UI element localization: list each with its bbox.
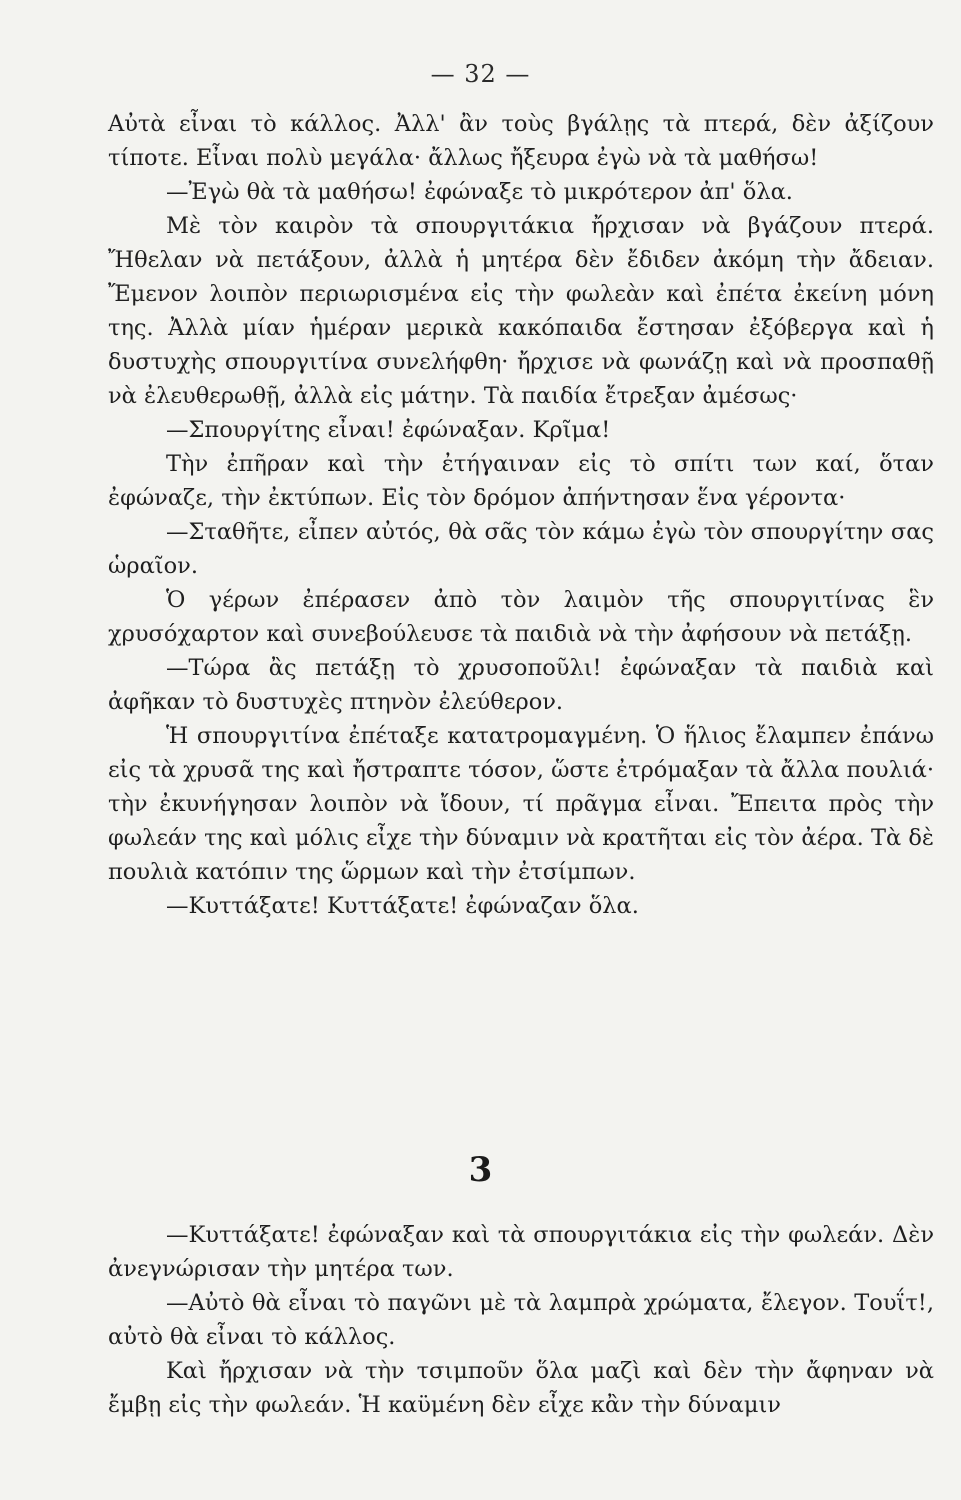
section-1-text	[108, 107, 934, 923]
paragraph: Καὶ ἤρχισαν νὰ τὴν τσιμποῦν ὅλα μαζὶ καὶ δὲν τὴν ἄφηναν νὰ ἔμβῃ εἰς τὴν φωλεάν. Ἡ καϋμένη δὲν εἶχε κἂν τὴν δύναμιν	[108, 1358, 934, 1418]
page-number: — 32 —	[430, 60, 531, 88]
paragraph: Αὐτὰ εἶναι τὸ κάλλος. Ἀλλ' ἂν τοὺς βγάλῃς τὰ πτερά, δὲν ἀξίζουν τίποτε. Εἶναι πολὺ μεγάλα· ἄλλως ἤξευρα ἐγὼ νὰ τὰ μαθήσω!	[108, 111, 934, 171]
paragraph: —Τώρα ἂς πετάξῃ τὸ χρυσοποῦλι! ἐφώναξαν τὰ παιδιὰ καὶ ἀφῆκαν τὸ δυστυχὲς πτηνὸν ἐλεύθερον.	[108, 655, 934, 715]
paragraph: —Αὐτὸ θὰ εἶναι τὸ παγῶνι μὲ τὰ λαμπρὰ χρώματα, ἔλεγον. Τουΐτ!, αὐτὸ θὰ εἶναι τὸ κάλλος.	[108, 1290, 934, 1350]
paragraph: —Κυττάξατε! Κυττάξατε! ἐφώναζαν ὅλα.	[166, 893, 639, 919]
paragraph: —Κυττάξατε! ἐφώναξαν καὶ τὰ σπουργιτάκια εἰς τὴν φωλεάν. Δὲν ἀνεγνώρισαν τὴν μητέρα των.	[108, 1222, 934, 1282]
paragraph: Μὲ τὸν καιρὸν τὰ σπουργιτάκια ἤρχισαν νὰ βγάζουν πτερά. Ἤθελαν νὰ πετάξουν, ἀλλὰ ἡ μητέρα δὲν ἔδιδεν ἀκόμη τὴν ἄδειαν. Ἔμενον λοιπὸν περιωρισμένα εἰς τὴν φωλεὰν καὶ ἐπέτα ἐκείνη μόνη της. Ἀλλὰ μίαν ἡμέραν μερικὰ κακόπαιδα ἔστησαν ἐξόβεργα καὶ ἡ δυστυχὴς σπουργιτίνα συνελήφθη· ἤρχισε νὰ φωνάζῃ καὶ νὰ προσπαθῇ νὰ ἐλευθερωθῇ, ἀλλὰ εἰς μάτην. Τὰ παιδία ἔτρεξαν ἀμέσως·	[108, 213, 934, 409]
paragraph: —Σταθῆτε, εἶπεν αὐτός, θὰ σᾶς τὸν κάμω ἐγὼ τὸν σπουργίτην σας ὡραῖον.	[108, 519, 934, 579]
paragraph: —Ἐγὼ θὰ τὰ μαθήσω! ἐφώναξε τὸ μικρότερον ἀπ' ὅλα.	[166, 179, 793, 205]
paragraph: Ὁ γέρων ἐπέρασεν ἀπὸ τὸν λαιμὸν τῆς σπουργιτίνας ἓν χρυσόχαρτον καὶ συνεβούλευσε τὰ παιδιὰ νὰ τὴν ἀφήσουν νὰ πετάξῃ.	[108, 587, 934, 647]
section-number: 3	[468, 1150, 493, 1190]
paragraph: Τὴν ἐπῆραν καὶ τὴν ἐτήγαιναν εἰς τὸ σπίτι των καί, ὅταν ἐφώναζε, τὴν ἐκτύπων. Εἰς τὸν δρόμον ἀπήντησαν ἕνα γέροντα·	[108, 451, 934, 511]
paragraph: Ἡ σπουργιτίνα ἐπέταξε κατατρομαγμένη. Ὁ ἥλιος ἔλαμπεν ἐπάνω εἰς τὰ χρυσᾶ της καὶ ἤστραπτε τόσον, ὥστε ἐτρόμαξαν τὰ ἄλλα πουλιά· τὴν ἐκυνήγησαν λοιπὸν νὰ ἴδουν, τί πρᾶγμα εἶναι. Ἔπειτα πρὸς τὴν φωλεάν της καὶ μόλις εἶχε τὴν δύναμιν νὰ κρατῆται εἰς τὸν ἀέρα. Τὰ δὲ πουλιὰ κατόπιν της ὥρμων καὶ τὴν ἐτσίμπων.	[108, 723, 934, 885]
section-2-text	[108, 1218, 934, 1422]
paragraph: —Σπουργίτης εἶναι! ἐφώναξαν. Κρῖμα!	[166, 417, 611, 443]
